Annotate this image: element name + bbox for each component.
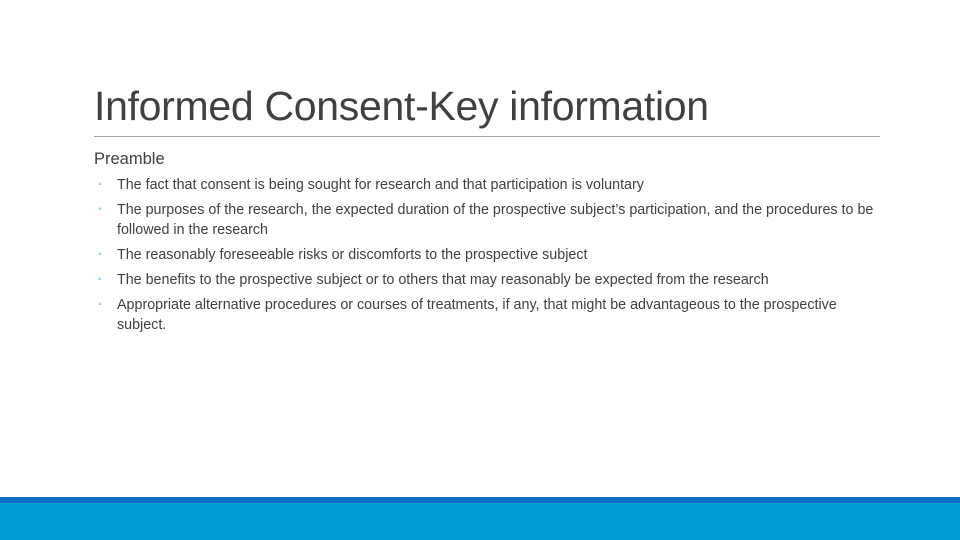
list-item [98, 245, 884, 265]
slide-title: Informed Consent-Key information [94, 83, 709, 129]
list-item [98, 295, 884, 335]
list-item [98, 175, 884, 195]
footer-bar [0, 503, 960, 540]
list-item-text: Appropriate alternative procedures or courses of treatments, if any, that might be advantageous to the prospective subject. [117, 297, 837, 333]
bullet-list [94, 175, 884, 335]
circle-bullet-icon: ◦ [98, 299, 102, 310]
list-item-text: The benefits to the prospective subject or to others that may reasonably be expected from the research [117, 272, 769, 288]
circle-bullet-icon: ◦ [98, 274, 102, 285]
slide-content [94, 149, 884, 340]
circle-bullet-icon: ◦ [98, 179, 102, 190]
circle-bullet-icon: ◦ [98, 249, 102, 260]
list-item [98, 200, 884, 240]
list-item-text: The purposes of the research, the expected duration of the prospective subject’s participation, and the procedures to be followed in the research [117, 202, 874, 238]
list-item-text: The reasonably foreseeable risks or discomforts to the prospective subject [117, 247, 588, 263]
list-item-text: The fact that consent is being sought for research and that participation is voluntary [117, 177, 644, 193]
title-divider [94, 136, 880, 137]
circle-bullet-icon: ◦ [98, 204, 102, 215]
section-heading: Preamble [94, 150, 165, 168]
list-item [98, 270, 884, 290]
